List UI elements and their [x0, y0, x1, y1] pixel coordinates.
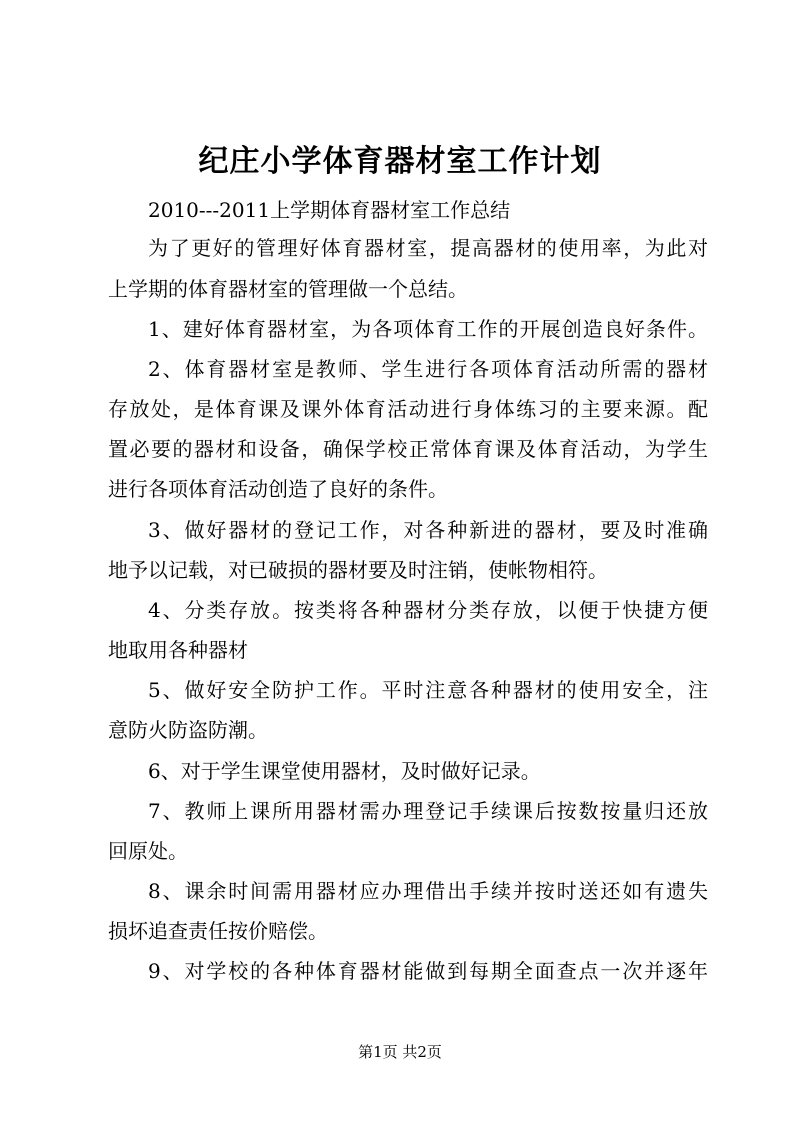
paragraph-line: 意防火防盗防潮。	[108, 718, 268, 742]
paragraph-line: 6、对于学生课堂使用器材，及时做好记录。	[148, 759, 541, 783]
paragraph-line: 9、对学校的各种体育器材能做到每期全面查点一次并逐年	[148, 959, 708, 983]
paragraph-line: 7、教师上课所用器材需办理登记手续课后按数按量归还放	[148, 799, 708, 823]
paragraph-line: 存放处，是体育课及课外体育活动进行身体练习的主要来源。配	[108, 397, 708, 421]
document-title: 纪庄小学体育器材室工作计划	[198, 144, 602, 179]
paragraph-line: 回原处。	[108, 839, 188, 863]
paragraph-line: 8、课余时间需用器材应办理借出手续并按时送还如有遗失	[148, 879, 708, 903]
paragraph-line: 损坏追查责任按价赔偿。	[108, 919, 328, 943]
paragraph-line: 3、做好器材的登记工作，对各种新进的器材，要及时准确	[148, 518, 708, 542]
page-number-footer: 第1页 共2页	[358, 1043, 442, 1061]
paragraph-line: 地取用各种器材	[108, 638, 248, 662]
paragraph-line: 置必要的器材和设备，确保学校正常体育课及体育活动，为学生	[108, 437, 708, 461]
paragraph-line: 2、体育器材室是教师、学生进行各项体育活动所需的器材	[148, 357, 708, 381]
paragraph-line: 4、分类存放。按类将各种器材分类存放，以便于快捷方便	[148, 598, 708, 622]
paragraph-line: 为了更好的管理好体育器材室，提高器材的使用率，为此对	[148, 236, 708, 260]
subtitle-line: 2010---2011上学期体育器材室工作总结	[148, 198, 511, 222]
paragraph-line: 地予以记载，对已破损的器材要及时注销，使帐物相符。	[108, 558, 608, 582]
paragraph-line: 上学期的体育器材室的管理做一个总结。	[108, 277, 468, 301]
paragraph-line: 5、做好安全防护工作。平时注意各种器材的使用安全，注	[148, 678, 708, 702]
paragraph-line: 1、建好体育器材室，为各项体育工作的开展创造良好条件。	[148, 317, 708, 341]
paragraph-line: 进行各项体育活动创造了良好的条件。	[108, 477, 448, 501]
